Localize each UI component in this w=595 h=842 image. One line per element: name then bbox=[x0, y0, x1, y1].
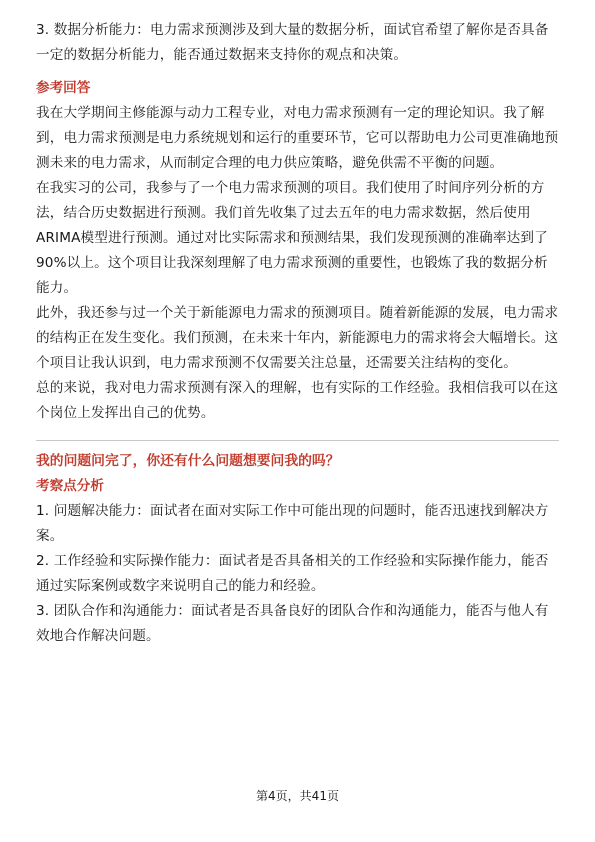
answer-paragraph: 总的来说，我对电力需求预测有深入的理解，也有实际的工作经验。我相信我可以在这个岗位上发挥出自己的优势。 bbox=[36, 380, 559, 421]
answer-paragraph: 在我实习的公司，我参与了一个电力需求预测的项目。我们使用了时间序列分析的方法，结合历史数据进行预测。我们首先收集了过去五年的电力需求数据，然后使用ARIMA模型进行预测。通过对比实际需求和预测结果，我们发现预测的准确率达到了90%以上。这个项目让我深刻理解了电力需求预测的重要性，也锻炼了我的数据分析能力。 bbox=[36, 180, 548, 296]
question-title: 我的问题问完了，你还有什么问题想要问我的吗？ bbox=[36, 453, 340, 469]
answer-paragraph: 此外，我还参与过一个关于新能源电力需求的预测项目。随着新能源的发展，电力需求的结构正在发生变化。我们预测，在未来十年内，新能源电力的需求将会大幅增长。这个项目让我认识到，电力需求预测不仅需要关注总量，还需要关注结构的变化。 bbox=[36, 305, 559, 371]
answer-heading: 参考回答 bbox=[36, 80, 91, 96]
analysis-point: 1. 问题解决能力：面试者在面对实际工作中可能出现的问题时，能否迅速找到解决方案。 bbox=[36, 503, 549, 544]
analysis-point: 3. 团队合作和沟通能力：面试者是否具备良好的团队合作和沟通能力，能否与他人有效地合作解决问题。 bbox=[36, 603, 549, 644]
section-divider bbox=[36, 440, 559, 441]
page-content bbox=[36, 18, 559, 649]
analysis-point: 2. 工作经验和实际操作能力：面试者是否具备相关的工作经验和实际操作能力，能否通过实际案例或数字来说明自己的能力和经验。 bbox=[36, 553, 549, 594]
analysis-heading: 考察点分析 bbox=[36, 478, 104, 494]
page-footer: 第4页，共41页 bbox=[256, 789, 339, 803]
intro-point-3: 3. 数据分析能力：电力需求预测涉及到大量的数据分析，面试官希望了解你是否具备一定的数据分析能力，能否通过数据来支持你的观点和决策。 bbox=[36, 22, 549, 63]
answer-paragraph: 我在大学期间主修能源与动力工程专业，对电力需求预测有一定的理论知识。我了解到，电力需求预测是电力系统规划和运行的重要环节，它可以帮助电力公司更准确地预测未来的电力需求，从而制定合理的电力供应策略，避免供需不平衡的问题。 bbox=[36, 105, 559, 171]
